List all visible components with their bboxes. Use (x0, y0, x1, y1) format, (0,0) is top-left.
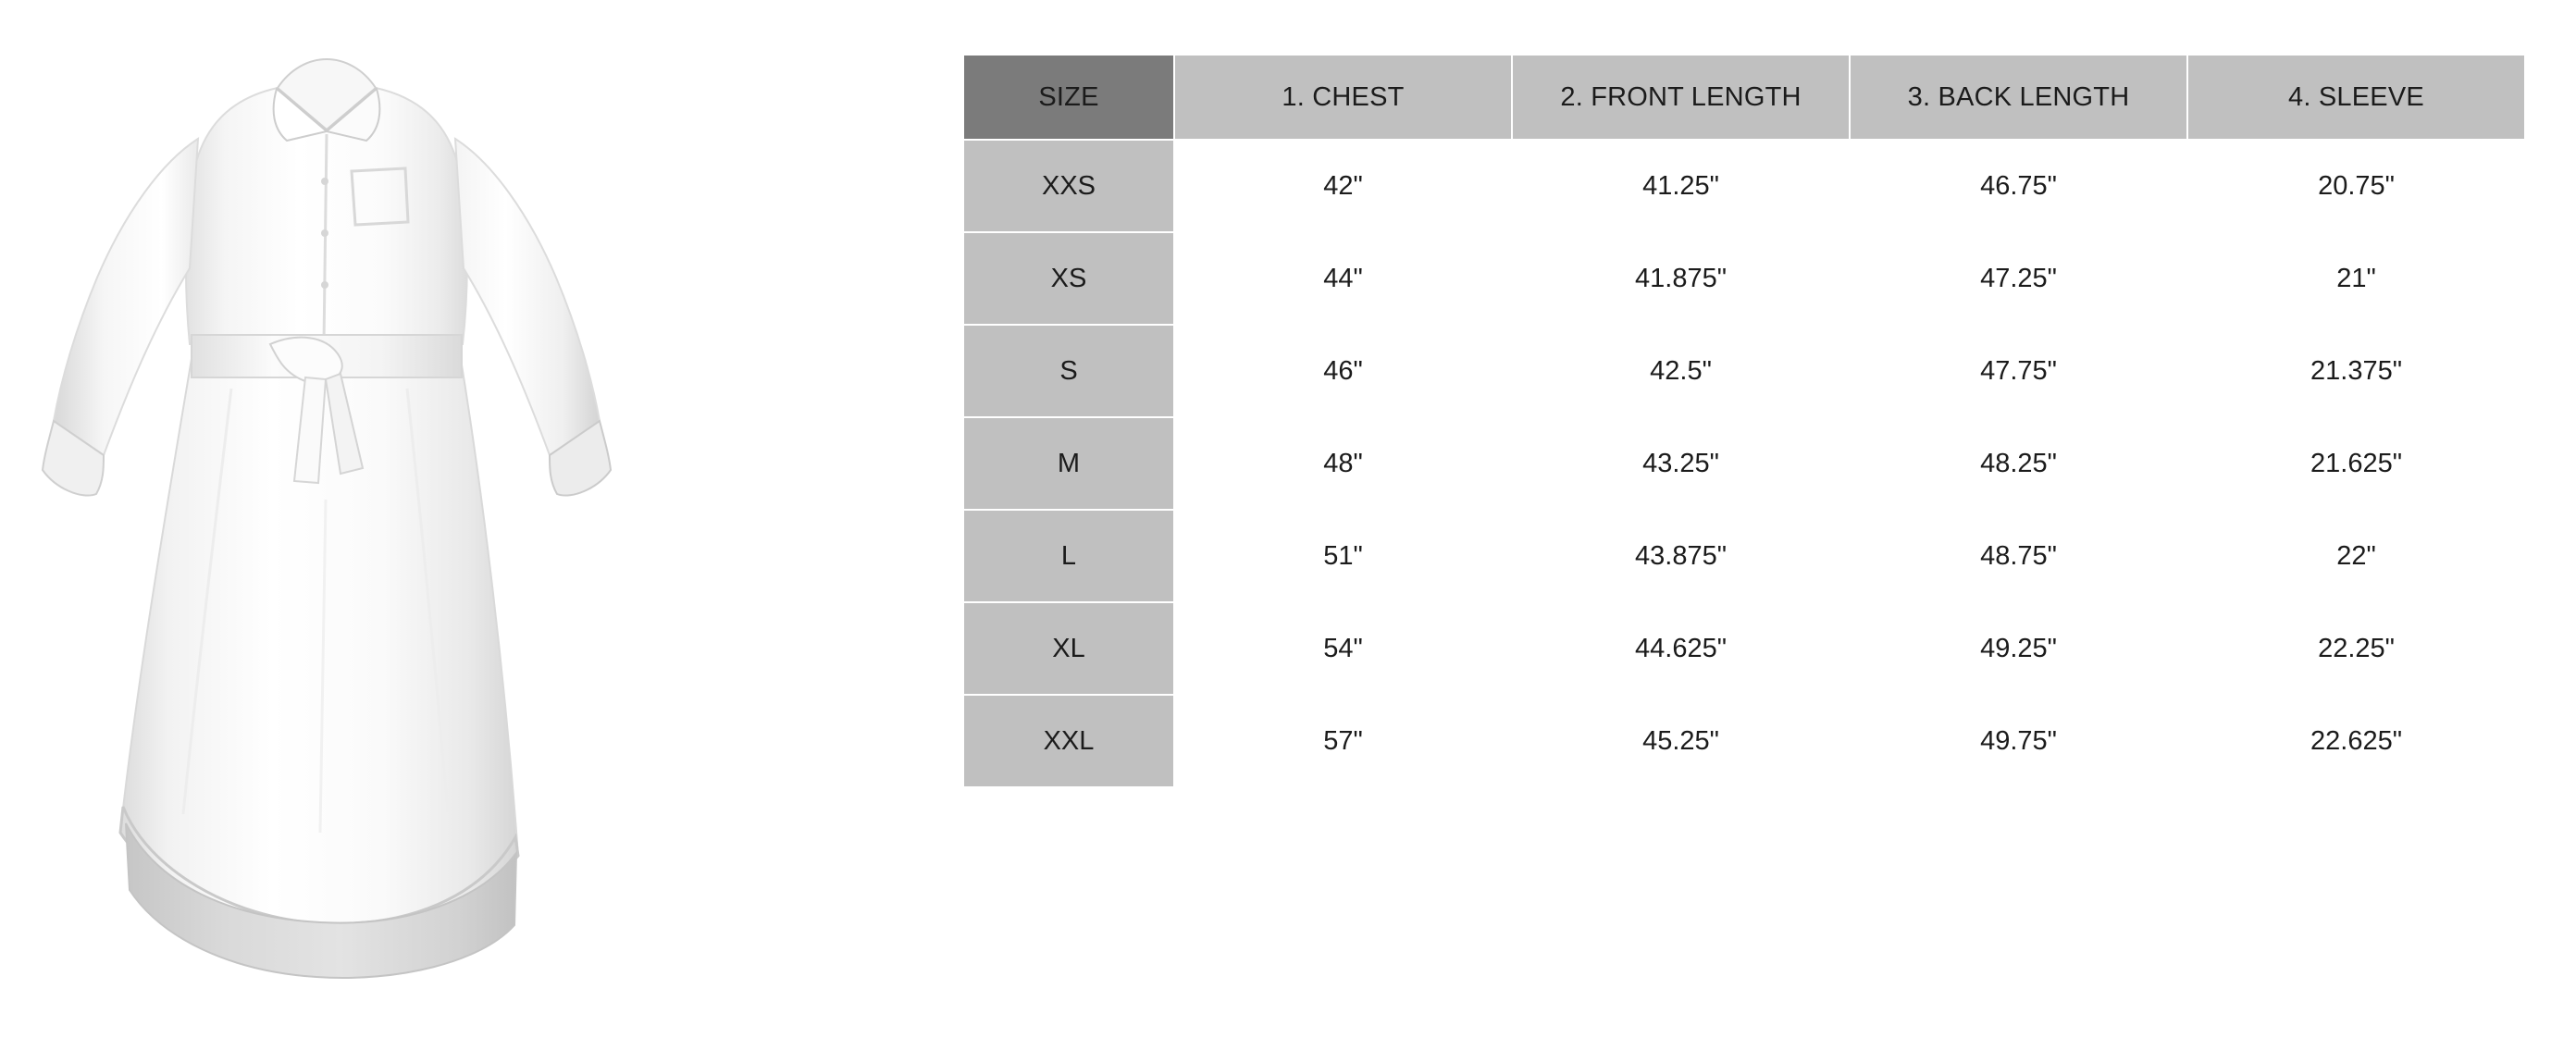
cell-chest: 46" (1174, 325, 1512, 417)
column-header-chest: 1. CHEST (1174, 55, 1512, 140)
table-row (963, 325, 2525, 417)
size-chart-table (962, 54, 2526, 788)
cell-front-length: 43.875" (1512, 510, 1850, 602)
cell-front-length: 41.25" (1512, 140, 1850, 232)
cell-chest: 51" (1174, 510, 1512, 602)
cell-size: XS (963, 232, 1174, 325)
cell-chest: 48" (1174, 417, 1512, 510)
cell-size: XL (963, 602, 1174, 695)
cell-front-length: 42.5" (1512, 325, 1850, 417)
table-row (963, 602, 2525, 695)
cell-back-length: 47.75" (1850, 325, 2187, 417)
cell-chest: 44" (1174, 232, 1512, 325)
cell-sleeve: 20.75" (2187, 140, 2525, 232)
garment-illustration-panel (0, 0, 953, 1038)
button (321, 229, 328, 237)
cell-front-length: 45.25" (1512, 695, 1850, 787)
cell-back-length: 49.75" (1850, 695, 2187, 787)
cell-sleeve: 22" (2187, 510, 2525, 602)
column-header-front-length: 2. FRONT LENGTH (1512, 55, 1850, 140)
column-header-back-length: 3. BACK LENGTH (1850, 55, 2187, 140)
cell-sleeve: 22.25" (2187, 602, 2525, 695)
shirt-dress-illustration (0, 0, 953, 1038)
table-row (963, 232, 2525, 325)
cell-front-length: 43.25" (1512, 417, 1850, 510)
column-header-size: SIZE (963, 55, 1174, 140)
button (321, 281, 328, 289)
right-sleeve (455, 139, 600, 455)
cell-size: XXS (963, 140, 1174, 232)
cell-sleeve: 21" (2187, 232, 2525, 325)
table-row (963, 510, 2525, 602)
cell-back-length: 47.25" (1850, 232, 2187, 325)
cell-front-length: 41.875" (1512, 232, 1850, 325)
cell-back-length: 48.75" (1850, 510, 2187, 602)
cell-back-length: 46.75" (1850, 140, 2187, 232)
column-header-sleeve: 4. SLEEVE (2187, 55, 2525, 140)
left-sleeve (54, 139, 198, 455)
cell-size: S (963, 325, 1174, 417)
cell-size: M (963, 417, 1174, 510)
table-row (963, 140, 2525, 232)
cell-back-length: 48.25" (1850, 417, 2187, 510)
cell-chest: 42" (1174, 140, 1512, 232)
cell-size: XXL (963, 695, 1174, 787)
cell-sleeve: 21.625" (2187, 417, 2525, 510)
button (321, 178, 328, 185)
cell-back-length: 49.25" (1850, 602, 2187, 695)
cell-sleeve: 21.375" (2187, 325, 2525, 417)
size-chart-table-panel (962, 54, 2535, 788)
cell-sleeve: 22.625" (2187, 695, 2525, 787)
table-row (963, 695, 2525, 787)
cell-size: L (963, 510, 1174, 602)
table-header-row (963, 55, 2525, 140)
cell-chest: 54" (1174, 602, 1512, 695)
cell-chest: 57" (1174, 695, 1512, 787)
table-row (963, 417, 2525, 510)
cell-front-length: 44.625" (1512, 602, 1850, 695)
